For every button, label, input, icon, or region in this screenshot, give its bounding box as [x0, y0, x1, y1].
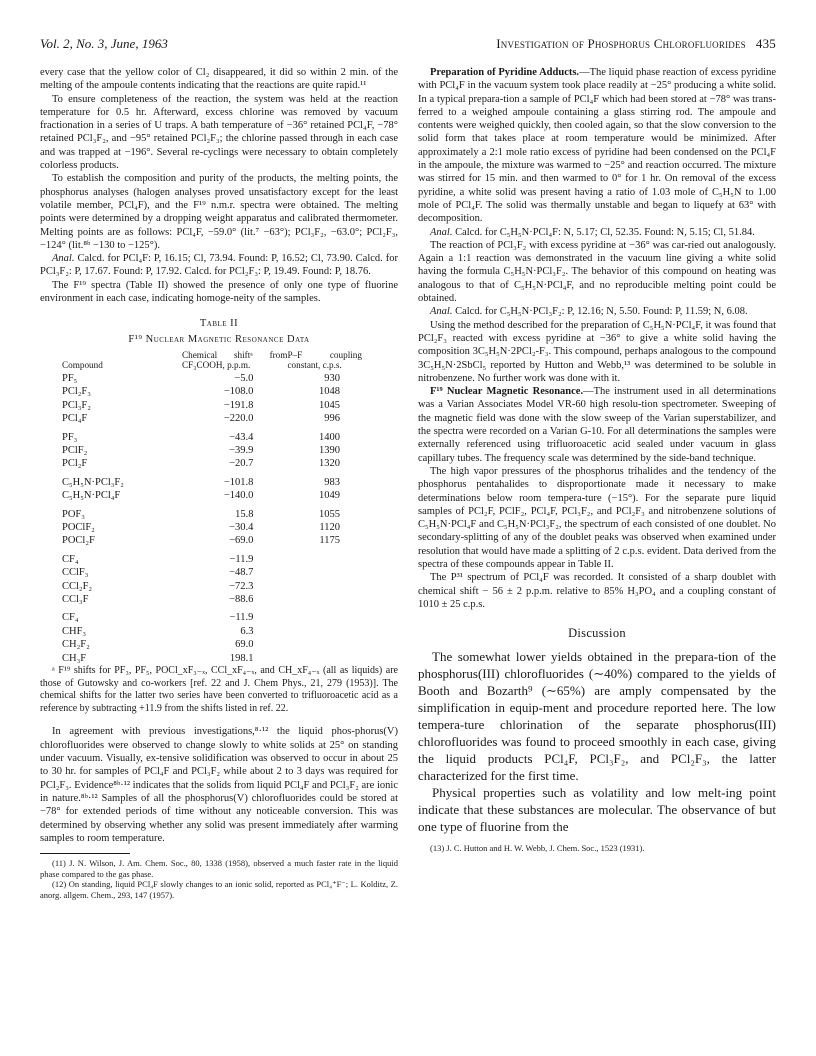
anal-label: Anal. [430, 226, 453, 238]
compound-cell: PF₅ [62, 372, 78, 384]
compound-cell: PCl₄F [62, 413, 88, 425]
paragraph: In agreement with previous investigations,⁸·¹² the liquid phos-phorus(V) chlorofluorides were observed to change slowly to white solids at 25° on standing under vacuum. Visually, ex-tensive solidification was observed to occur in about 25 to 30 hr. for samples of PCl₄F and PCl₃F₂ while about 2 to 3 days was required for PCl₂F₃. Evidence⁸ᵇ·¹² indicates that the solids from liquid PCl₄F and PCl₃F₂ are ionic in nature.⁸ᵇ·¹² Samples of all the phosphorus(V) chlorofluorides could be stored at −78° for extended periods of time without any noticeable conversion. This was determined by observing whether any solid was present immediately after warming samples to room temperature. [40, 726, 398, 844]
footnote-11: (11) J. N. Wilson, J. Am. Chem. Soc., 80, 1338 (1958), observed a much faster rate in the liquid phase compared to the gas phase. [40, 858, 398, 879]
table-row [62, 372, 362, 385]
compound-cell: PCl₂F [62, 458, 88, 470]
coupling-constant-cell: 1320 [319, 458, 340, 470]
coupling-constant-cell [287, 638, 362, 651]
compound-cell: PCl₂F₃ [62, 386, 91, 398]
table-row [62, 426, 362, 444]
article-running-title [496, 36, 776, 52]
paragraph [418, 66, 776, 226]
compound-cell: POClF₂ [62, 522, 95, 533]
coupling-constant-cell: 1055 [319, 508, 340, 520]
footnote-13: (13) J. C. Hutton and H. W. Webb, J. Chem. Soc., 1523 (1931). [430, 843, 645, 854]
chemical-shift-cell: −69.0 [229, 535, 254, 547]
chemical-shift-cell: −11.9 [229, 612, 254, 624]
running-header [40, 36, 776, 52]
chemical-shift-cell: 69.0 [235, 639, 254, 651]
table-row [62, 580, 362, 593]
coupling-constant-cell [287, 580, 362, 593]
coupling-constant-cell: 1400 [319, 431, 340, 443]
compound-cell: CCl₃F [62, 594, 89, 606]
coupling-constant-cell: 983 [324, 476, 340, 488]
table-row [62, 566, 362, 579]
table-body [62, 372, 362, 665]
table-row [62, 606, 362, 624]
anal-label: Anal. [52, 253, 75, 265]
chemical-shift-cell: 6.3 [240, 625, 254, 637]
chemical-shift-cell: −43.4 [229, 431, 254, 443]
coupling-constant-cell: 1045 [319, 399, 340, 411]
coupling-constant-cell [287, 652, 362, 665]
table-row [62, 652, 362, 665]
compound-cell: C₅H₅N·PCl₃F₂ [62, 476, 124, 488]
chemical-shift-cell: −30.4 [229, 522, 254, 533]
column-header-chemical-shift: Chemical shiftᵃ from CF₃COOH, p.p.m. [182, 349, 288, 370]
chemical-shift-cell: −48.7 [229, 567, 254, 579]
chemical-shift-cell: −220.0 [223, 413, 254, 425]
table-row [62, 385, 362, 398]
coupling-constant-cell: 930 [324, 372, 340, 384]
table-row [62, 457, 362, 470]
paragraph: The P³¹ spectrum of PCl₄F was recorded. It consisted of a sharp doublet with chemical shift − 56 ± 2 p.p.m. relative to 85% H₃PO₄ and a coupling constant of 1010 ± 25 c.p.s. [418, 572, 776, 610]
page-number: 435 [755, 36, 776, 51]
chemical-shift-cell: −11.9 [229, 553, 254, 565]
compound-cell: CF₄ [62, 612, 79, 624]
paragraph-text: —The liquid phase reaction of excess pyridine with PCl₄F in the vacuum system took place readily at −25° producing a white solid. In a typical prepara-tion a sample of PCl₄F which had been stored at −78° was trans-ferred to a weighed ampoule containing a glass stirring rod. The ampoule and contents were weighed quickly, then cooled again, so that the slow conversion to the solid form that takes place at room temperature would be minimized. After approximately a 2:1 mole ratio excess of pyridine had been condensed on the PCl₄F in the ampoule, the mixture was warmed to −25° and reaction occurred. The mixture was stirred for 15 min. and then warmed to 0° for 1 hr. On removal of the excess pyridine, a white solid was present having a ratio of 1.03 mole of C₅H₅N to 1.00 mole of PCl₄F. The solid was thermally unstable and began to liquefy at 63° with decomposition. [418, 67, 776, 225]
coupling-constant-cell: 1048 [319, 386, 340, 398]
paragraph: To establish the composition and purity of the products, the melting points, the phosphorus analyses (halogen analyses proved unsatisfactory except for the least volatile member, PCl₄F), and the F¹⁹ n.m.r. spectra were obtained. The melting points were determined by a dropping weight apparatus and calibrated thermometer. Melting points are as follows: PCl₄F, −59.0° (lit.⁷ −63°); PCl₃F₂, −63.0°; PCl₂F₃, −124° (lit.⁸ᵇ −130 to −125°). [40, 173, 398, 251]
paragraph: Using the method described for the preparation of C₅H₅N·PCl₄F, it was found that PCl₂F₃ reacted with excess pyridine at −36° to give a white solid having the composition 3C₅H₅N·2PCl₂-F₃. This compound, perhaps analogous to the compound 3C₅H₅N·2SbCl₅ reported by Hutton and Webb,¹³ was determined to be soluble in nitrobenzene. No further work was done with it. [418, 319, 776, 384]
table-row [62, 638, 362, 651]
coupling-constant-cell [287, 606, 362, 624]
compound-cell: CH₃F [62, 652, 87, 664]
table-row [62, 503, 362, 521]
paragraph: To ensure completeness of the reaction, the system was held at the reaction temperature for 0.5 hr. Afterward, excess chlorine was removed by vacuum fractionation in a series of U traps. A bath temperature of −36° retained PCl₄F, −78° retained PCl₃F₂, and −95° retained PCl₂F₃; the chlorine passed through in each case and was trapped at −196°. Several re-cyclings were necessary to obtain completely colorless products. [40, 93, 398, 172]
discussion-section [418, 648, 776, 835]
chemical-shift-cell: −191.8 [223, 399, 254, 411]
table-header-row [62, 350, 362, 372]
coupling-constant-cell [287, 566, 362, 579]
chemical-shift-cell: −20.7 [229, 458, 254, 470]
coupling-constant-cell: 1120 [319, 522, 340, 533]
coupling-constant-cell: 1390 [319, 444, 340, 456]
anal-label: Anal. [430, 306, 453, 318]
table-subtitle: F¹⁹ Nuclear Magnetic Resonance Data [128, 333, 310, 345]
footnote-12: (12) On standing, liquid PCl₄F slowly changes to an ionic solid, reported as PCl₄⁺F⁻; L. Kolditz, Z. anorg. allgem. Chem., 293, 147 (1957). [40, 879, 398, 900]
coupling-constant-cell [287, 548, 362, 566]
table-row [62, 489, 362, 502]
table-footnote: ᵃ F¹⁹ shifts for PF₃, PF₅, POCl_xF₃₋ₓ, CCl_xF₄₋ₓ, and CH_xF₄₋ₓ (all as liquids) are those of Gutowsky and co-workers [ref. 22 and J. Chem Phys., 21, 279 (1953)]. The chemical shifts for the latter two series have been converted to trifluoroacetic acid as a reference by subtracting +11.9 from the shifts listed in ref. 22. [40, 665, 398, 714]
running-title-text: Investigation of Phosphorus Chlorofluorides [496, 36, 746, 51]
chemical-shift-cell: −39.9 [229, 444, 254, 456]
analysis-text: Calcd. for C₅H₅N·PCl₃F₂: P, 12.16; N, 5.50. Found: P, 11.59; N, 6.08. [452, 306, 748, 318]
chemical-shift-cell: −88.6 [229, 594, 254, 606]
paragraph: Physical properties such as volatility and low melt-ing point indicate that these substances are molecular. The observance of but one type of fluorine from the [418, 785, 776, 835]
chemical-shift-cell: −72.3 [229, 580, 254, 592]
paragraph: The high vapor pressures of the phosphorus trihalides and the tendency of the phosphorus pentahalides to disproportionate made it necessary to make determinations below room tempera-ture (−15°). For the separate pure liquid samples of PCl₂F, PClF₂, PCl₄F, PCl₃F₂, and PCl₂F₃ and nitrobenzene solutions of C₅H₅N·PCl₄F and C₅H₅N·PCl₃F₂, the spectrum of each consisted of one doublet. No secondary-splitting of any of the doublet peaks was observed when examined under resolution that would have made a splitting of 2 c.p.s. evident. Data derived from the spectra of these compounds appear in Table II. [418, 465, 776, 570]
chemical-shift-cell: 15.8 [235, 508, 254, 520]
compound-cell: CClF₃ [62, 567, 89, 579]
compound-cell: POCl₂F [62, 535, 95, 547]
coupling-constant-cell [287, 593, 362, 606]
table-row [62, 444, 362, 457]
table-row [62, 548, 362, 566]
table-row [62, 625, 362, 638]
left-column [40, 66, 398, 900]
chemical-shift-cell: 198.1 [229, 652, 254, 664]
compound-cell: CH₂F₂ [62, 639, 90, 651]
chemical-shift-cell: −5.0 [234, 372, 254, 384]
paragraph: The reaction of PCl₃F₂ with excess pyridine at −36° was car-ried out analogously. Again a 1:1 reaction was demonstrated in the vacuum line giving a white solid having the formula C₅H₅N·PCl₃F₂. The behavior of this compound on heating was analogous to that of C₅H₅N·PCl₄F, and no reproducible melting point could be obtained. [418, 239, 776, 305]
table-row [62, 412, 362, 425]
paragraph: every case that the yellow color of Cl₂ disappeared, it did so within 2 min. of the melting of the ampoule contents indicating that the reactions are quite rapid.¹¹ [40, 67, 398, 92]
analysis-text: Calcd. for C₅H₅N·PCl₄F: N, 5.17; Cl, 52.35. Found: N, 5.15; Cl, 51.84. [452, 226, 755, 238]
compound-cell: C₅H₅N·PCl₄F [62, 490, 121, 502]
analysis-paragraph [418, 305, 776, 318]
compound-cell: PClF₂ [62, 444, 88, 456]
compound-cell: PF₃ [62, 431, 78, 443]
column-header-coupling-constant: P–F coupling constant, c.p.s. [287, 349, 362, 370]
column-header-compound: Compound [62, 359, 103, 370]
compound-cell: CCl₂F₂ [62, 580, 93, 592]
table-row [62, 471, 362, 489]
section-heading: F¹⁹ Nuclear Magnetic Resonance. [430, 386, 584, 398]
paragraph: The somewhat lower yields obtained in the prepara-tion of the phosphorus(III) chlorofluorides (∼40%) compared to the yields of Booth and Bozarth⁹ (∼65%) are amply compensated by the simplification in equip-ment and procedure reported here. The low tempera-ture chlorination of the separate phosphorus(III) chlorofluorides was found to proceed smoothly in each case, giving the liquid products PCl₄F, PCl₃F₂, and PCl₂F₃, the latter characterized for the first time. [418, 649, 776, 784]
coupling-constant-cell: 996 [324, 413, 340, 425]
footnote-divider [40, 853, 130, 854]
coupling-constant-cell [287, 625, 362, 638]
compound-cell: PCl₃F₂ [62, 399, 91, 411]
paragraph-text: —The instrument used in all determinations was a Varian Associates Model VR-60 high resolu-tion spectrometer. Sweeping of the magnetic field was done with the slow sweep of the Varian superstabilizer, and the spectra were recorded on a Varian G-10. For all determinations the samples were externally referenced using trifluoroacetic acid sealed under vacuum in glass capillary tubes. The frequency scale was determined by the side-band technique. [418, 386, 777, 464]
chemical-shift-cell: −140.0 [223, 490, 254, 502]
compound-cell: POF₃ [62, 508, 85, 520]
right-column [418, 66, 776, 854]
compound-cell: CHF₃ [62, 625, 87, 637]
compound-cell: CF₄ [62, 553, 79, 565]
table-row [62, 534, 362, 547]
paragraph: The F¹⁹ spectra (Table II) showed the presence of only one type of fluorine environment in each case, indicating homoge-neity of the samples. [40, 279, 398, 305]
paragraph [418, 385, 776, 465]
chemical-shift-cell: −101.8 [223, 476, 254, 488]
table-row [62, 593, 362, 606]
chemical-shift-cell: −108.0 [223, 386, 254, 398]
analysis-paragraph [418, 226, 776, 239]
analysis-text: Calcd. for PCl₄F: P, 16.15; Cl, 73.94. Found: P, 16.52; Cl, 73.90. Calcd. for PCl₃F₂: P, 17.67. Found: P, 17.92. Calcd. for PCl₂F₃: P, 19.49. Found: P, 18.76. [40, 253, 398, 278]
table-title: Table II [199, 318, 239, 330]
section-heading: Preparation of Pyridine Adducts. [430, 67, 580, 78]
discussion-heading: Discussion [568, 626, 626, 641]
nmr-data-table [62, 350, 362, 665]
coupling-constant-cell: 1049 [319, 490, 340, 502]
coupling-constant-cell: 1175 [319, 535, 340, 547]
analysis-paragraph [40, 252, 398, 279]
journal-volume-info: Vol. 2, No. 3, June, 1963 [40, 36, 168, 51]
table-row [62, 521, 362, 534]
table-row [62, 399, 362, 412]
